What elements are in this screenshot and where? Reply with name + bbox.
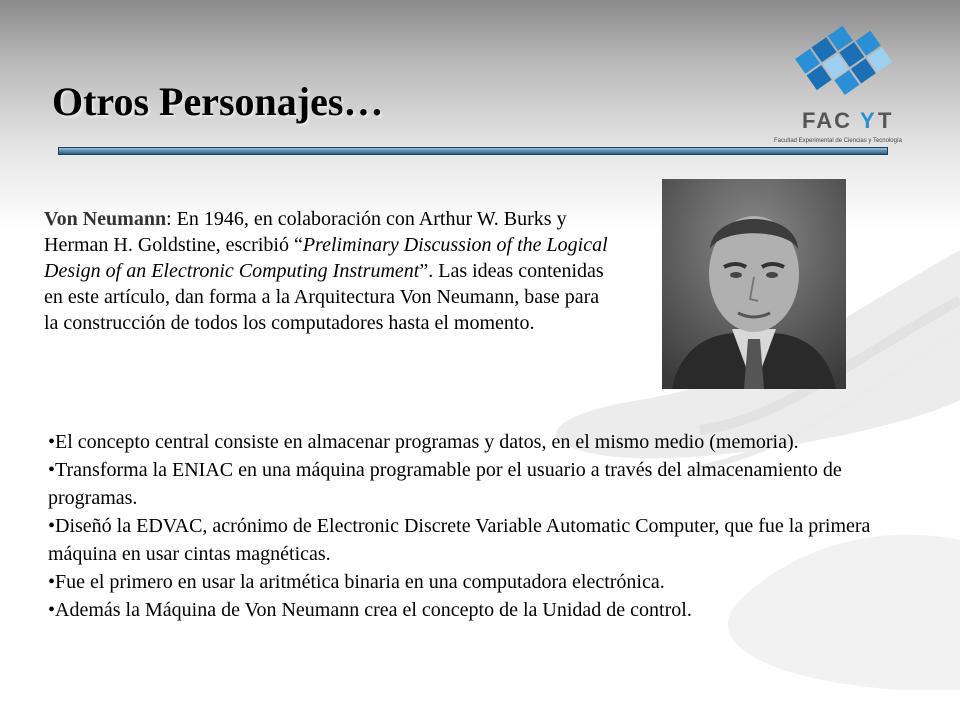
- bullet-item: •Diseñó la EDVAC, acrónimo de Electronic Discrete Variable Automatic Computer, que fue la primera máquina en usar cintas magnéticas.: [48, 515, 871, 565]
- name-separator: :: [166, 208, 177, 230]
- contributions-list: [48, 428, 908, 624]
- title-underline-bar: [58, 147, 888, 155]
- person-name: Von Neumann: [44, 208, 167, 230]
- intro-text-part-2: ”. Las ideas contenidas en este artículo, dan forma a la Arquitectura Von Neumann, base para la construcción de todos los computadores hasta el momento.: [44, 260, 604, 334]
- svg-text:Facultad Experimental de Cienc: Facultad Experimental de Ciencias y Tecnología: [774, 138, 902, 144]
- facyt-logo: [768, 18, 938, 154]
- von-neumann-description: [44, 206, 616, 336]
- bullet-item: •Además la Máquina de Von Neumann crea el concepto de la Unidad de control.: [48, 599, 692, 621]
- page-title: Otros Personajes…: [52, 79, 384, 124]
- intro-text-part-1: En 1946, en colaboración con Arthur W. Burks y Herman H. Goldstine, escribió “: [44, 208, 567, 256]
- paper-title: Preliminary Discussion of the Logical Design of an Electronic Computing Instrument: [44, 234, 608, 282]
- svg-text:T: T: [878, 108, 894, 133]
- svg-text:FAC: FAC: [802, 108, 852, 133]
- von-neumann-portrait: [662, 179, 846, 389]
- bullet-item: •El concepto central consiste en almacenar programas y datos, en el mismo medio (memoria).: [48, 431, 799, 453]
- svg-text:Y: Y: [860, 108, 877, 133]
- bullet-item: •Transforma la ENIAC en una máquina programable por el usuario a través del almacenamiento de programas.: [48, 459, 842, 509]
- bullet-item: •Fue el primero en usar la aritmética binaria en una computadora electrónica.: [48, 571, 665, 593]
